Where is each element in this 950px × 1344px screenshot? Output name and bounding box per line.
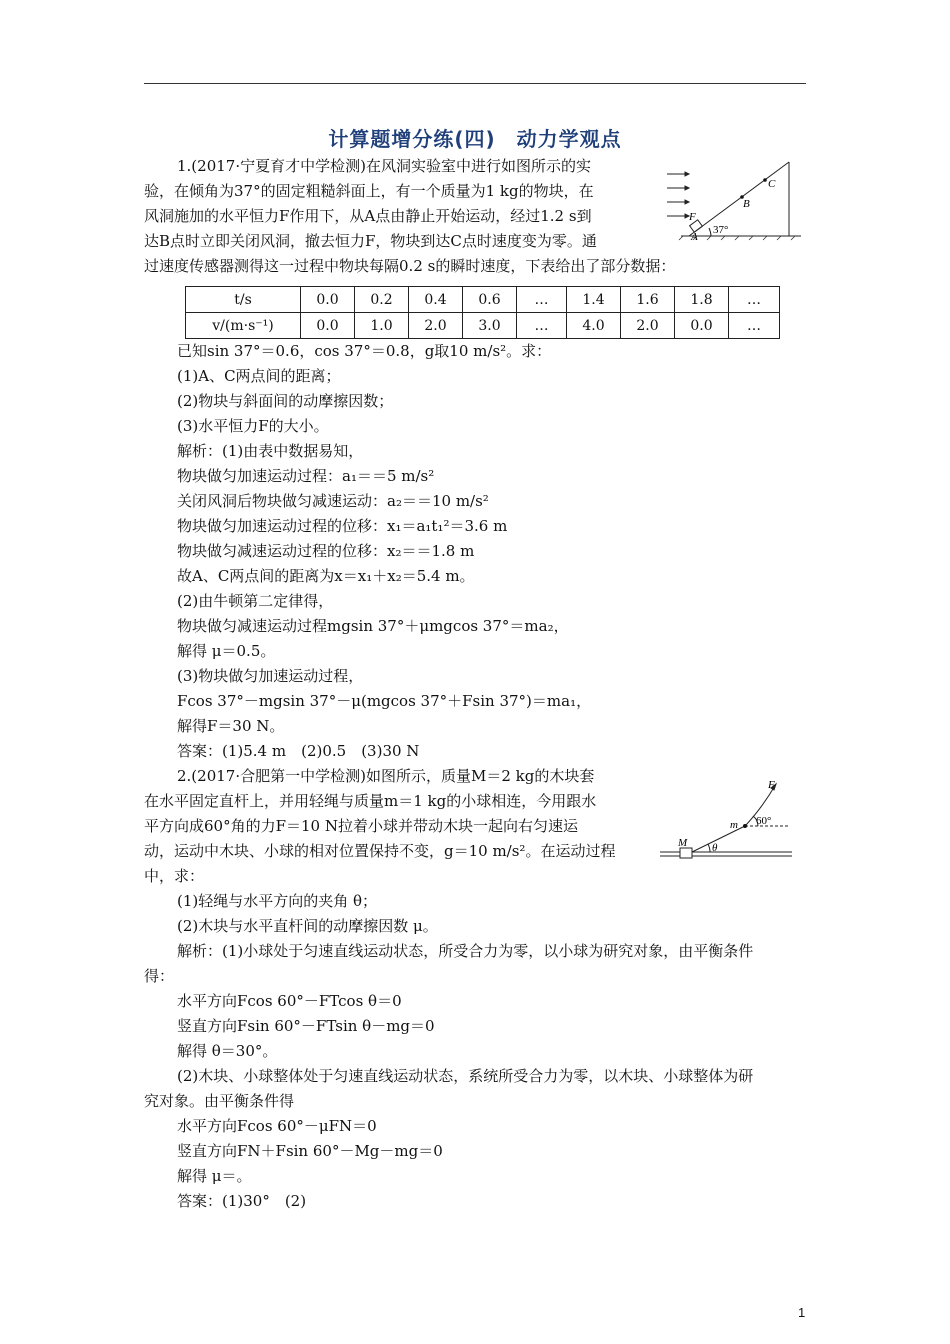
table-cell: 4.0 (567, 313, 621, 339)
problem2-line: 究对象。由平衡条件得 (144, 1092, 295, 1110)
table-cell: v/(m·s⁻¹) (186, 313, 301, 339)
problem1-line: (3)物块做匀加速运动过程， (177, 667, 364, 685)
table-cell: … (729, 287, 780, 313)
header-rule (144, 83, 806, 84)
velocity-table (185, 286, 780, 339)
problem1-line: 1.(2017·宁夏育才中学检测)在风洞实验室中进行如图所示的实 (177, 157, 591, 175)
problem1-line: 物块做匀加速运动过程：a₁＝＝5 m/s² (177, 467, 435, 485)
angle-label: 60° (756, 815, 772, 827)
rod-ball-figure (660, 772, 792, 862)
table-cell: t/s (186, 287, 301, 313)
problem1-line: 故A、C两点间的距离为x＝x₁＋x₂＝5.4 m。 (177, 567, 475, 585)
table-cell: 1.4 (567, 287, 621, 313)
page-number: 1 (798, 1305, 806, 1320)
table-cell: 0.0 (675, 313, 729, 339)
point-a-label: A (691, 231, 698, 242)
table-cell: 0.6 (463, 287, 517, 313)
force-f-label: F (689, 211, 696, 223)
problem2-line: 解得 θ＝30°。 (177, 1042, 278, 1060)
table-cell: 2.0 (409, 313, 463, 339)
problem2-answer: 答案：(1)30° (2) (177, 1192, 307, 1210)
point-c-label: C (768, 178, 776, 190)
problem1-line: 解得F＝30 N。 (177, 717, 285, 735)
problem2-line: (1)轻绳与水平方向的夹角 θ； (177, 892, 378, 910)
table-cell: 2.0 (621, 313, 675, 339)
angle-label: 37° (713, 224, 729, 236)
table-cell: 0.2 (355, 287, 409, 313)
problem2-line: 解析：(1)小球处于匀速直线运动状态，所受合力为零，以小球为研究对象，由平衡条件 (177, 942, 754, 960)
problem2-line: (2)木块、小球整体处于匀速直线运动状态，系统所受合力为零，以木块、小球整体为研 (177, 1067, 754, 1085)
problem2-line: 水平方向Fcos 60°－FTcos θ＝0 (177, 992, 402, 1010)
problem2-line: 竖直方向FN＋Fsin 60°－Mg－mg＝0 (177, 1142, 443, 1160)
problem1-line: (1)A、C两点间的距离； (177, 367, 341, 385)
table-cell: … (517, 287, 567, 313)
incline-figure (667, 160, 803, 242)
problem1-line: 过速度传感器测得这一过程中物块每隔0.2 s的瞬时速度，下表给出了部分数据： (144, 257, 676, 275)
table-cell: 1.8 (675, 287, 729, 313)
problem1-line: (3)水平恒力F的大小。 (177, 417, 329, 435)
table-row (186, 313, 780, 339)
problem1-line: 验，在倾角为37°的固定粗糙斜面上，有一个质量为1 kg的物块，在 (144, 182, 594, 200)
table-cell: 1.6 (621, 287, 675, 313)
problem1-line: 达B点时立即关闭风洞，撤去恒力F，物块到达C点时速度变为零。通 (144, 232, 597, 250)
table-row (186, 287, 780, 313)
table-cell: … (517, 313, 567, 339)
problem1-line: (2)物块与斜面间的动摩擦因数； (177, 392, 394, 410)
force-f-label: F (768, 779, 775, 791)
table-cell: 0.0 (301, 287, 355, 313)
problem1-line: 物块做匀减速运动过程mgsin 37°＋μmgcos 37°＝ma₂， (177, 617, 569, 635)
table-cell: 0.4 (409, 287, 463, 313)
problem1-line: 解析：(1)由表中数据易知， (177, 442, 364, 460)
problem2-line: 在水平固定直杆上，并用轻绳与质量m＝1 kg的小球相连，今用跟水 (144, 792, 597, 810)
problem2-line: 2.(2017·合肥第一中学检测)如图所示，质量M＝2 kg的木块套 (177, 767, 595, 785)
problem1-answer: 答案：(1)5.4 m (2)0.5 (3)30 N (177, 742, 420, 760)
problem1-line: Fcos 37°－mgsin 37°－μ(mgcos 37°＋Fsin 37°)＝ma₁， (177, 692, 592, 710)
problem1-line: 关闭风洞后物块做匀减速运动：a₂＝＝10 m/s² (177, 492, 489, 510)
table-cell: 3.0 (463, 313, 517, 339)
block-m-label: M (678, 837, 688, 849)
problem1-line: 已知sin 37°＝0.6，cos 37°＝0.8，g取10 m/s²。求： (177, 342, 552, 360)
table-cell: … (729, 313, 780, 339)
theta-label: θ (712, 842, 718, 854)
problem2-line: 动，运动中木块、小球的相对位置保持不变，g＝10 m/s²。在运动过程 (144, 842, 616, 860)
problem1-line: 物块做匀加速运动过程的位移：x₁＝a₁t₁²＝3.6 m (177, 517, 508, 535)
table-cell: 0.0 (301, 313, 355, 339)
problem2-line: 中，求： (144, 867, 205, 885)
problem2-line: (2)木块与水平直杆间的动摩擦因数 μ。 (177, 917, 438, 935)
table-cell: 1.0 (355, 313, 409, 339)
problem2-line: 竖直方向Fsin 60°－FTsin θ－mg＝0 (177, 1017, 435, 1035)
page-title: 计算题增分练(四) 动力学观点 (328, 127, 622, 151)
problem1-line: 物块做匀减速运动过程的位移：x₂＝＝1.8 m (177, 542, 475, 560)
problem1-line: 解得 μ＝0.5。 (177, 642, 276, 660)
problem2-line: 平方向成60°角的力F＝10 N拉着小球并带动木块一起向右匀速运 (144, 817, 578, 835)
problem1-line: 风洞施加的水平恒力F作用下，从A点由静止开始运动，经过1.2 s到 (144, 207, 592, 225)
problem2-line: 得： (144, 967, 175, 985)
problem1-line: (2)由牛顿第二定律得， (177, 592, 334, 610)
problem2-line: 解得 μ＝。 (177, 1167, 252, 1185)
ball-m-label: m (730, 819, 738, 831)
point-b-label: B (743, 198, 750, 210)
problem2-line: 水平方向Fcos 60°－μFN＝0 (177, 1117, 377, 1135)
